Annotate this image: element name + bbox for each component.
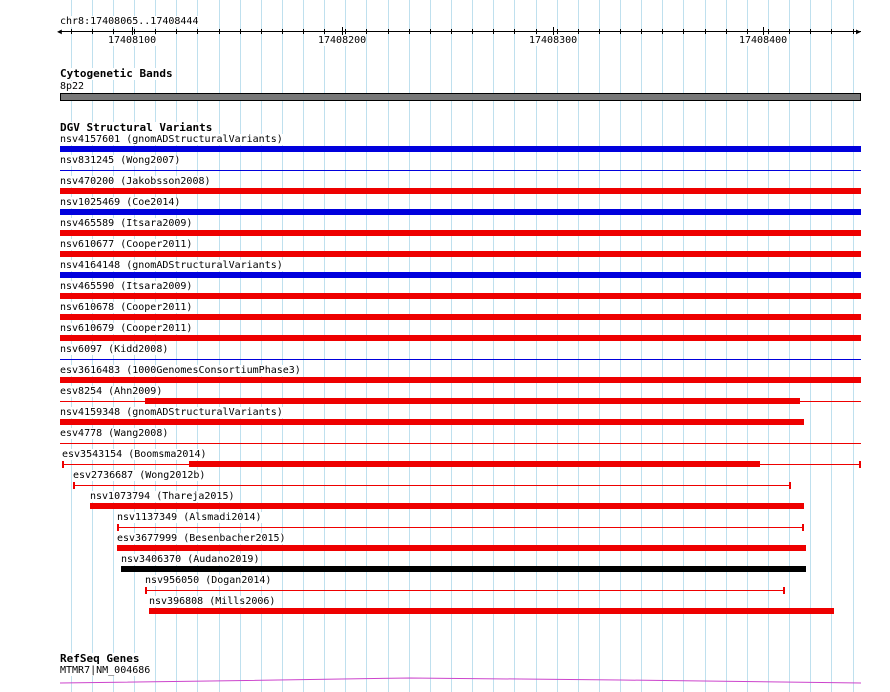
dgv-feature-label: nsv956050 (Dogan2014)	[145, 575, 272, 586]
ruler-minor-tick	[409, 29, 410, 34]
ruler-tick-label: 17408300	[529, 35, 578, 46]
dgv-feature-label: esv4778 (Wang2008)	[60, 428, 169, 439]
dgv-feature-bar[interactable]	[60, 251, 861, 257]
dgv-feature-label: esv3677999 (Besenbacher2015)	[117, 533, 286, 544]
dgv-feature-line[interactable]	[73, 485, 791, 486]
dgv-feature-bar[interactable]	[145, 398, 800, 404]
dgv-feature-label: nsv465589 (Itsara2009)	[60, 218, 193, 229]
locus-label: chr8:17408065..17408444	[60, 16, 199, 27]
ruler-minor-tick	[219, 29, 220, 34]
ruler-minor-tick	[282, 29, 283, 34]
ruler-tick-label: 17408200	[318, 35, 367, 46]
dgv-track-title: DGV Structural Variants	[60, 121, 213, 134]
ruler-minor-tick	[747, 29, 748, 34]
dgv-feature-cap[interactable]	[859, 461, 861, 468]
dgv-feature-bar[interactable]	[60, 377, 861, 383]
dgv-feature-cap[interactable]	[783, 587, 785, 594]
ruler-minor-tick	[853, 29, 854, 34]
dgv-feature-cap[interactable]	[789, 482, 791, 489]
ruler-minor-tick	[92, 29, 93, 34]
dgv-feature-label: nsv1025469 (Coe2014)	[60, 197, 181, 208]
ruler-minor-tick	[726, 29, 727, 34]
dgv-feature-bar[interactable]	[60, 293, 861, 299]
ruler-minor-tick	[113, 29, 114, 34]
dgv-feature-label: nsv4159348 (gnomADStructuralVariants)	[60, 407, 283, 418]
ruler-minor-tick	[176, 29, 177, 34]
dgv-feature-label: nsv465590 (Itsara2009)	[60, 281, 193, 292]
cytoband-band[interactable]	[60, 93, 861, 101]
ruler-minor-tick	[557, 29, 558, 34]
ruler-right-arrow-icon: ▶	[856, 27, 861, 36]
ruler-minor-tick	[641, 29, 642, 34]
dgv-feature-label: nsv610677 (Cooper2011)	[60, 239, 193, 250]
ruler-minor-tick	[810, 29, 811, 34]
dgv-feature-bar[interactable]	[149, 608, 834, 614]
dgv-feature-label: nsv831245 (Wong2007)	[60, 155, 181, 166]
ruler-tick-label: 17408100	[108, 35, 157, 46]
refseq-track-title: RefSeq Genes	[60, 652, 140, 665]
dgv-feature-bar[interactable]	[60, 419, 804, 425]
ruler-minor-tick	[197, 29, 198, 34]
ruler-minor-tick	[831, 29, 832, 34]
ruler-minor-tick	[155, 29, 156, 34]
refseq-gene-label: MTMR7|NM_004686	[60, 665, 151, 676]
ruler-minor-tick	[71, 29, 72, 34]
ruler-minor-tick	[324, 29, 325, 34]
ruler-minor-tick	[303, 29, 304, 34]
dgv-feature-line[interactable]	[60, 170, 861, 171]
ruler-tick-label: 17408400	[739, 35, 788, 46]
ruler-minor-tick	[345, 29, 346, 34]
ruler-minor-tick	[451, 29, 452, 34]
dgv-feature-cap[interactable]	[62, 461, 64, 468]
dgv-feature-label: esv8254 (Ahn2009)	[60, 386, 163, 397]
dgv-feature-cap[interactable]	[802, 524, 804, 531]
dgv-feature-bar[interactable]	[60, 188, 861, 194]
dgv-feature-cap[interactable]	[117, 524, 119, 531]
dgv-feature-bar[interactable]	[189, 461, 760, 467]
ruler-minor-tick	[768, 29, 769, 34]
dgv-feature-label: esv3543154 (Boomsma2014)	[62, 449, 207, 460]
ruler-minor-tick	[578, 29, 579, 34]
cytoband-track-title: Cytogenetic Bands	[60, 67, 173, 80]
ruler-minor-tick	[240, 29, 241, 34]
ruler-minor-tick	[599, 29, 600, 34]
ruler-minor-tick	[472, 29, 473, 34]
dgv-feature-label: esv2736687 (Wong2012b)	[73, 470, 206, 481]
dgv-feature-label: esv3616483 (1000GenomesConsortiumPhase3)	[60, 365, 301, 376]
dgv-feature-label: nsv610679 (Cooper2011)	[60, 323, 193, 334]
ruler-left-arrow-icon: ◀	[57, 27, 62, 36]
dgv-feature-bar[interactable]	[60, 335, 861, 341]
dgv-feature-bar[interactable]	[60, 272, 861, 278]
ruler-axis	[60, 31, 861, 32]
ruler-minor-tick	[705, 29, 706, 34]
dgv-feature-bar[interactable]	[60, 146, 861, 152]
dgv-feature-line[interactable]	[117, 527, 804, 528]
ruler-minor-tick	[388, 29, 389, 34]
ruler-minor-tick	[620, 29, 621, 34]
ruler-minor-tick	[261, 29, 262, 34]
dgv-feature-cap[interactable]	[145, 587, 147, 594]
dgv-feature-bar[interactable]	[60, 230, 861, 236]
dgv-feature-label: nsv4164148 (gnomADStructuralVariants)	[60, 260, 283, 271]
dgv-feature-label: nsv3406370 (Audano2019)	[121, 554, 260, 565]
dgv-feature-label: nsv470200 (Jakobsson2008)	[60, 176, 211, 187]
dgv-feature-cap[interactable]	[73, 482, 75, 489]
dgv-feature-label: nsv1137349 (Alsmadi2014)	[117, 512, 262, 523]
ruler-minor-tick	[662, 29, 663, 34]
dgv-feature-label: nsv396808 (Mills2006)	[149, 596, 276, 607]
ruler-minor-tick	[683, 29, 684, 34]
ruler-minor-tick	[789, 29, 790, 34]
dgv-feature-bar[interactable]	[90, 503, 804, 509]
dgv-feature-label: nsv610678 (Cooper2011)	[60, 302, 193, 313]
ruler-minor-tick	[366, 29, 367, 34]
dgv-feature-bar[interactable]	[121, 566, 806, 572]
dgv-feature-label: nsv4157601 (gnomADStructuralVariants)	[60, 134, 283, 145]
dgv-feature-label: nsv1073794 (Thareja2015)	[90, 491, 235, 502]
dgv-feature-bar[interactable]	[60, 209, 861, 215]
ruler-minor-tick	[134, 29, 135, 34]
refseq-gene-model[interactable]	[60, 676, 861, 690]
dgv-feature-bar[interactable]	[117, 545, 806, 551]
ruler-minor-tick	[514, 29, 515, 34]
dgv-feature-line[interactable]	[60, 443, 861, 444]
ruler-minor-tick	[493, 29, 494, 34]
ruler-minor-tick	[536, 29, 537, 34]
ruler-minor-tick	[430, 29, 431, 34]
cytoband-label: 8p22	[60, 81, 85, 92]
dgv-feature-line[interactable]	[60, 359, 861, 360]
dgv-feature-bar[interactable]	[60, 314, 861, 320]
dgv-feature-label: nsv6097 (Kidd2008)	[60, 344, 169, 355]
dgv-feature-line[interactable]	[145, 590, 785, 591]
